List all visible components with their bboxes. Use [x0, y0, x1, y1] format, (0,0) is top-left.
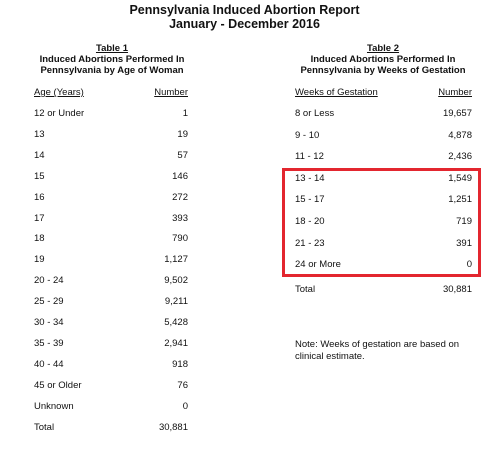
- row-number: 0: [182, 400, 188, 412]
- table-row: [34, 171, 188, 183]
- table-row: [34, 317, 188, 329]
- report-subtitle: January - December 2016: [169, 17, 320, 31]
- table2-title-line2: Pennsylvania by Weeks of Gestation: [300, 65, 466, 76]
- table1-number: Table 1: [95, 43, 129, 54]
- row-number: 5,428: [164, 317, 188, 328]
- highlight-box: [282, 168, 481, 277]
- row-number: 19,657: [442, 108, 472, 119]
- table-row: [34, 296, 188, 308]
- table1-col-age: Age (Years): [34, 87, 84, 98]
- row-number: 393: [172, 212, 188, 224]
- row-number: 1,251: [448, 194, 472, 206]
- table1-header: [22, 43, 202, 76]
- row-label: 15: [34, 170, 45, 182]
- table-row: [34, 233, 188, 245]
- row-label: 24 or More: [295, 259, 341, 271]
- row-number: 4,878: [448, 129, 472, 141]
- row-label: 16: [34, 191, 45, 203]
- row-label: 45 or Older: [34, 379, 82, 391]
- row-number: 719: [456, 216, 472, 227]
- table1-title-line2: Pennsylvania by Age of Woman: [40, 65, 184, 76]
- row-label: 25 - 29: [34, 296, 64, 308]
- row-number: 272: [172, 191, 188, 203]
- row-number: 146: [172, 170, 188, 182]
- row-label: 35 - 39: [34, 337, 64, 349]
- row-label: 13: [34, 128, 45, 140]
- table-row: [34, 401, 188, 413]
- row-number: 1: [182, 108, 188, 119]
- row-label: 14: [34, 149, 45, 161]
- row-number: 0: [466, 259, 472, 271]
- row-number: 2,436: [448, 151, 472, 163]
- row-number: 19: [177, 128, 188, 140]
- row-number: 1,127: [164, 254, 188, 266]
- row-number: 30,881: [442, 284, 472, 295]
- note-line2: clinical estimate.: [295, 351, 365, 362]
- row-number: 2,941: [164, 337, 188, 349]
- table1-title-line1: Induced Abortions Performed In: [39, 54, 185, 65]
- row-label: 19: [34, 254, 45, 266]
- table-row: [34, 338, 188, 350]
- row-label: 11 - 12: [295, 151, 324, 163]
- row-label: 9 - 10: [295, 129, 320, 141]
- row-label: 20 - 24: [34, 275, 64, 287]
- table2-number: Table 2: [366, 43, 400, 54]
- table-row: [295, 108, 472, 120]
- row-label: 40 - 44: [34, 358, 64, 370]
- row-number: 9,211: [164, 296, 188, 308]
- table-row: [34, 129, 188, 141]
- table-row: [34, 275, 188, 287]
- row-label: Total: [34, 421, 55, 433]
- table-row: [34, 108, 188, 120]
- table-row: [34, 213, 188, 225]
- note-line1: Note: Weeks of gestation are based on: [295, 339, 460, 350]
- row-number: 57: [177, 149, 188, 161]
- row-label: 21 - 23: [295, 237, 325, 249]
- row-number: 1,549: [448, 172, 472, 184]
- row-label: 8 or Less: [295, 108, 335, 119]
- row-label: 18 - 20: [295, 216, 325, 227]
- report-title: Pennsylvania Induced Abortion Report: [129, 3, 360, 17]
- row-number: 76: [177, 379, 188, 391]
- row-label: Unknown: [34, 400, 74, 412]
- row-label: 15 - 17: [295, 194, 325, 206]
- table2-title-line1: Induced Abortions Performed In: [310, 54, 456, 65]
- row-number: 790: [172, 233, 188, 245]
- table-row: [34, 359, 188, 371]
- row-number: 918: [172, 358, 188, 370]
- table-row: [295, 151, 472, 163]
- row-number: 30,881: [158, 421, 188, 433]
- row-label: 30 - 34: [34, 317, 64, 328]
- row-label: 13 - 14: [295, 172, 325, 184]
- row-label: Total: [295, 284, 316, 295]
- table-row: [34, 380, 188, 392]
- table-row: [34, 150, 188, 162]
- table-row: [34, 192, 188, 204]
- row-number: 391: [456, 237, 472, 249]
- table2-col-weeks: Weeks of Gestation: [295, 87, 378, 98]
- table-row: [295, 130, 472, 142]
- row-label: 18: [34, 233, 45, 245]
- gestation-note: [295, 339, 475, 363]
- table-row: [34, 254, 188, 266]
- table1-col-number: Number: [154, 87, 188, 98]
- row-label: 12 or Under: [34, 108, 85, 119]
- table-row-total: [34, 422, 188, 434]
- table2-col-number: Number: [438, 87, 472, 98]
- table2-header: [288, 43, 478, 76]
- table-row-total: [295, 284, 472, 296]
- row-number: 9,502: [164, 275, 188, 287]
- row-label: 17: [34, 212, 45, 224]
